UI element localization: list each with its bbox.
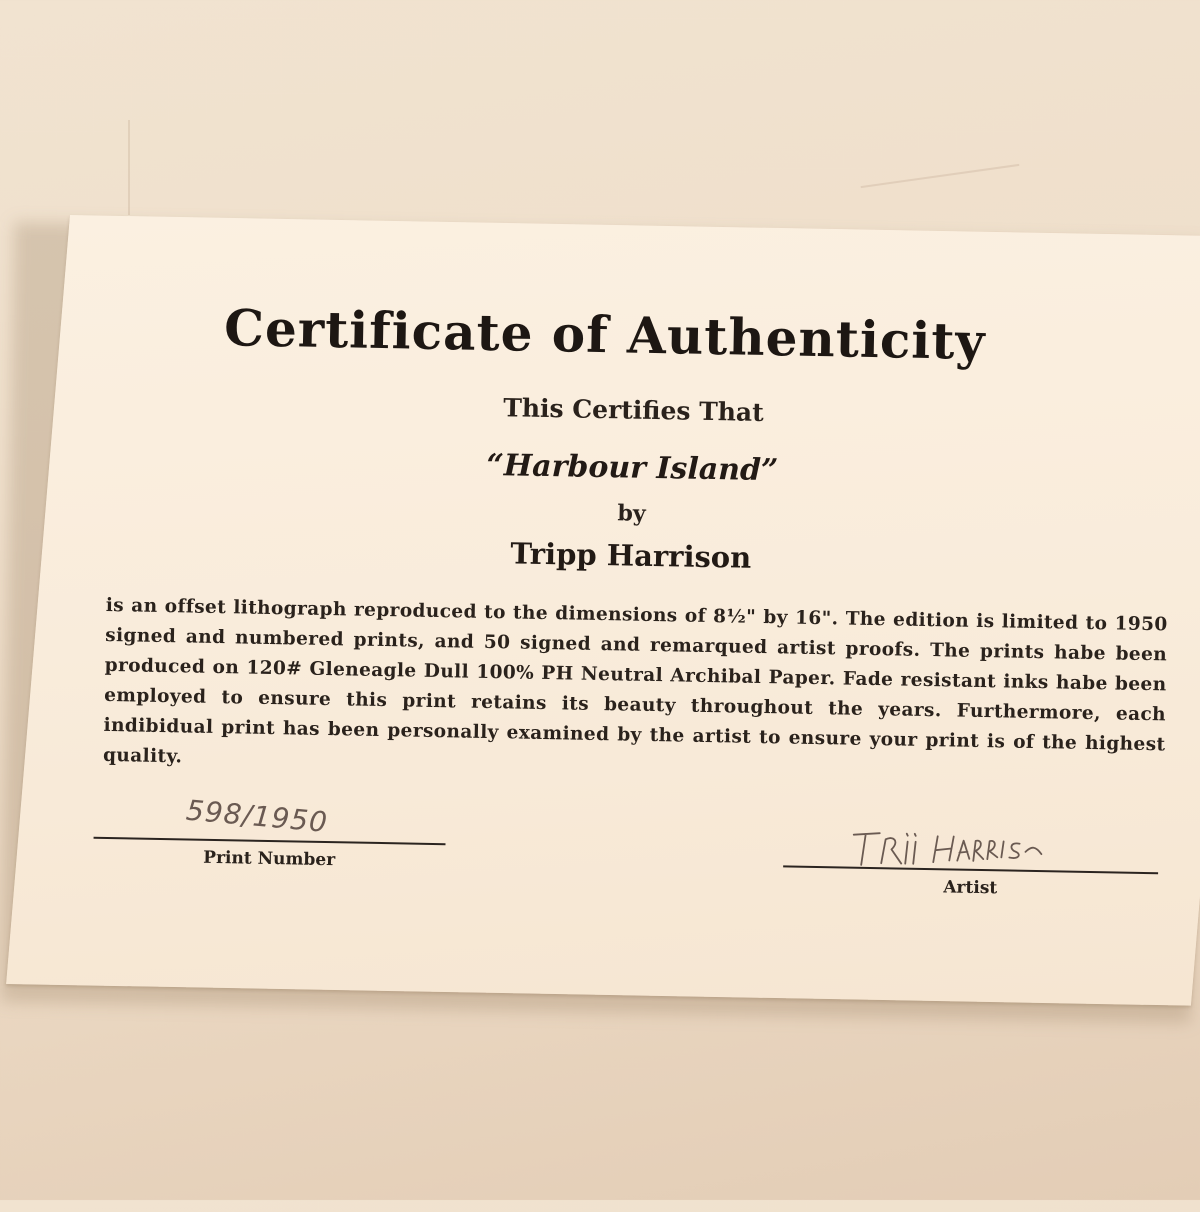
by-label: by: [617, 500, 646, 527]
certificate-subtitle: This Certifies That: [503, 393, 764, 427]
artwork-title: “Harbour Island”: [486, 447, 779, 489]
certificate-title: Certificate of Authenticity: [223, 298, 987, 372]
certificate-description: is an offset lithograph reproduced to the dimensions of 8½" by 16". The edition is limited to 1950 signed and numbered prints, and 50 signed and remarqued artist proofs. The prints habe been produced on 120# Gleneagle Dull 100% PH Neutral Archibal Paper. Fade resistant inks habe been employed to ensure this print retains its beauty throughout the years. Furthermore, each indibidual print has been personally examined by the artist to ensure your print is of the highest quality.: [102, 594, 1168, 768]
artist-name: Tripp Harrison: [510, 536, 752, 575]
artist-label: Artist: [943, 877, 998, 899]
print-number-value: 598/1950: [184, 793, 330, 839]
print-number-label: Print Number: [203, 847, 336, 871]
print-number-line: [94, 837, 446, 845]
